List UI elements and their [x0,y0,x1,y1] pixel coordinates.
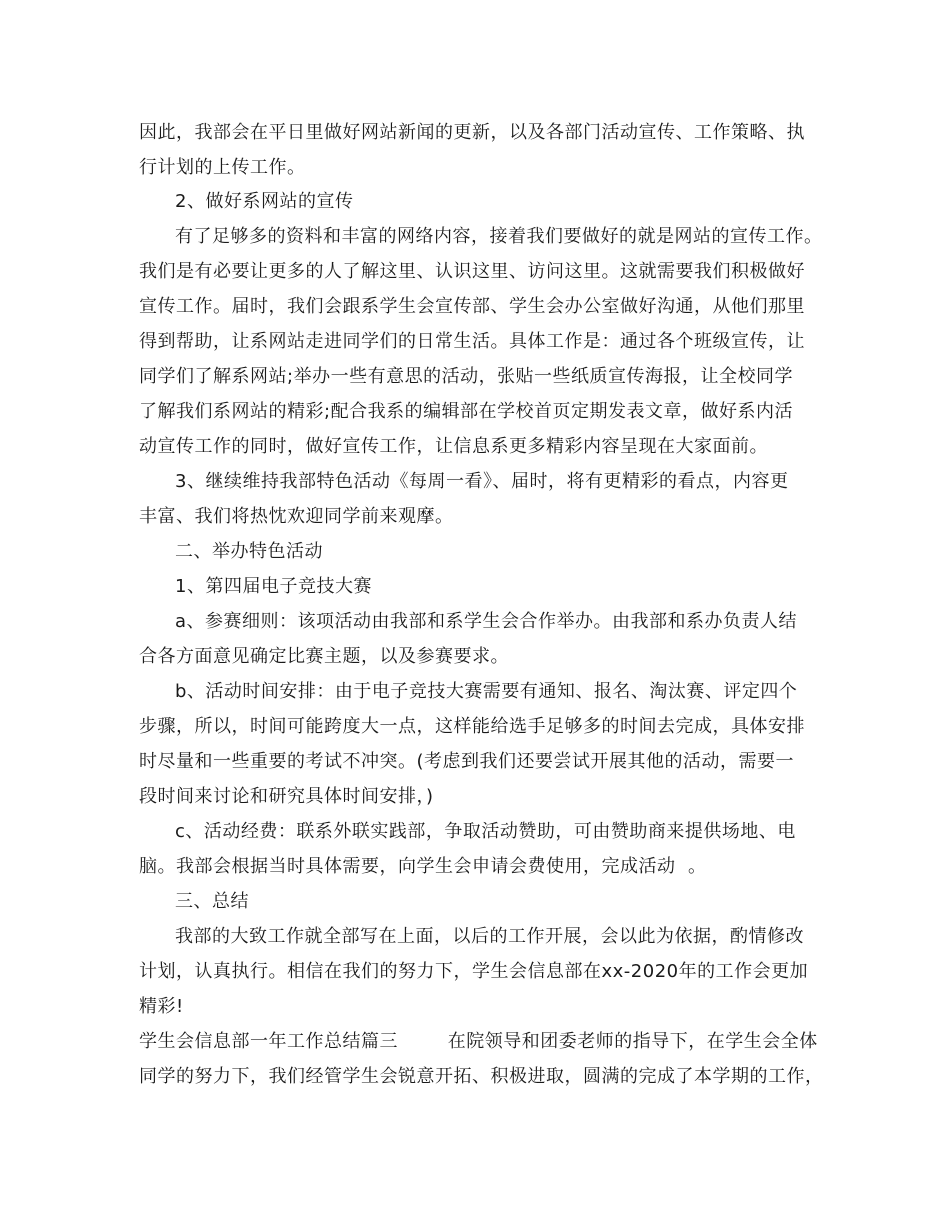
text-line: 段时间来讨论和研究具体时间安排，) [139,786,434,807]
text-line: 步骤，所以，时间可能跨度大一点，这样能给选手足够多的时间去完成，具体安排 [139,716,805,737]
text-line: 有了足够多的资料和丰富的网络内容，接着我们要做好的就是网站的宣传工作。 [175,226,823,247]
text-line: 我部的大致工作就全部写在上面，以后的工作开展，会以此为依据，酌情修改 [175,926,804,947]
text-line: 动宣传工作的同时，做好宣传工作，让信息系更多精彩内容呈现在大家面前。 [139,436,768,457]
section-heading: 2、做好系网站的宣传 [175,191,354,212]
text-line: 脑。我部会根据当时具体需要，向学生会申请会费使用，完成活动 。 [139,856,707,877]
text-line: a、参赛细则：该项活动由我部和系学生会合作举办。由我部和系办负责人结 [175,611,798,632]
section-heading: 三、总结 [175,891,249,912]
text-line: 丰富、我们将热忱欢迎同学前来观摩。 [139,506,454,527]
text-line: 同学的努力下，我们经管学生会锐意开拓、积极进取，圆满的完成了本学期的工作， [139,1066,824,1087]
text-line: 得到帮助，让系网站走进同学们的日常生活。具体工作是：通过各个班级宣传，让 [139,331,805,352]
text-line: 时尽量和一些重要的考试不冲突。(考虑到我们还要尝试开展其他的活动，需要一 [139,751,795,772]
text-line: 学生会信息部一年工作总结篇三 在院领导和团委老师的指导下，在学生会全体 [139,1031,818,1052]
text-line: 行计划的上传工作。 [139,157,306,178]
text-line: 宣传工作。届时，我们会跟系学生会宣传部、学生会办公室做好沟通，从他们那里 [139,296,805,317]
text-line: 精彩! [139,996,184,1017]
text-line: 了解我们系网站的精彩;配合我系的编辑部在学校首页定期发表文章，做好系内活 [139,401,794,422]
text-line: 因此，我部会在平日里做好网站新闻的更新，以及各部门活动宣传、工作策略、执 [139,122,805,143]
text-line: 合各方面意见确定比赛主题，以及参赛要求。 [139,646,509,667]
text-line: 我们是有必要让更多的人了解这里、认识这里、访问这里。这就需要我们积极做好 [139,261,805,282]
section-heading: 1、第四届电子竞技大赛 [175,576,372,597]
text-line: b、活动时间安排：由于电子竞技大赛需要有通知、报名、淘汰赛、评定四个 [175,681,798,702]
text-line: 计划，认真执行。相信在我们的努力下，学生会信息部在xx-2020年的工作会更加 [139,961,809,982]
text-line: c、活动经费：联系外联实践部，争取活动赞助，可由赞助商来提供场地、电 [175,821,796,842]
text-line: 3、继续维持我部特色活动《每周一看》、届时，将有更精彩的看点，内容更 [175,471,789,492]
text-line: 同学们了解系网站;举办一些有意思的活动，张贴一些纸质宣传海报，让全校同学 [139,366,794,387]
section-heading: 二、举办特色活动 [175,541,323,562]
